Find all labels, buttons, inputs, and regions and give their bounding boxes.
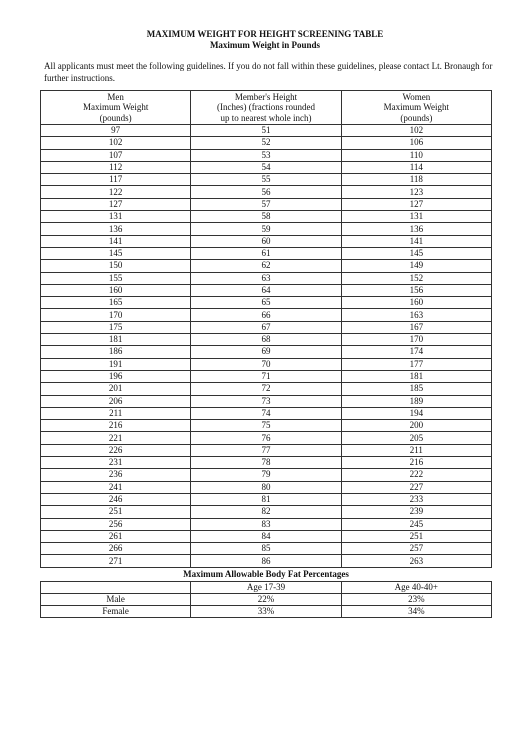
table-row [41, 481, 492, 493]
women-weight-cell: 251 [341, 530, 491, 542]
women-weight-cell: 222 [341, 469, 491, 481]
women-weight-cell: 141 [341, 235, 491, 247]
height-cell: 66 [191, 309, 341, 321]
height-cell: 56 [191, 186, 341, 198]
table-row [41, 469, 492, 481]
men-weight-cell: 241 [41, 481, 191, 493]
women-weight-cell: 163 [341, 309, 491, 321]
women-weight-cell: 194 [341, 407, 491, 419]
table-row [41, 211, 492, 223]
men-weight-cell: 226 [41, 444, 191, 456]
sex-cell: Male [41, 594, 191, 606]
table-header-row [41, 582, 492, 594]
women-weight-cell: 227 [341, 481, 491, 493]
women-weight-cell: 123 [341, 186, 491, 198]
women-weight-cell: 174 [341, 346, 491, 358]
body-fat-title: Maximum Allowable Body Fat Percentages [183, 569, 349, 579]
height-cell: 67 [191, 321, 341, 333]
header-line: Women [402, 91, 431, 102]
women-weight-cell: 127 [341, 198, 491, 210]
women-weight-cell: 167 [341, 321, 491, 333]
table-row [41, 223, 492, 235]
height-cell: 78 [191, 457, 341, 469]
men-weight-cell: 216 [41, 420, 191, 432]
men-weight-cell: 181 [41, 334, 191, 346]
women-weight-cell: 245 [341, 518, 491, 530]
table-row [41, 321, 492, 333]
men-weight-cell: 266 [41, 543, 191, 555]
men-weight-cell: 206 [41, 395, 191, 407]
women-weight-cell: 257 [341, 543, 491, 555]
sex-cell: Female [41, 606, 191, 618]
table-row [41, 272, 492, 284]
table-row [41, 457, 492, 469]
height-cell: 68 [191, 334, 341, 346]
height-cell: 54 [191, 161, 341, 173]
table-header-row [41, 91, 492, 125]
table-row [41, 174, 492, 186]
women-weight-cell: 102 [341, 125, 491, 137]
table-row [41, 518, 492, 530]
men-weight-header [41, 91, 191, 125]
height-cell: 84 [191, 530, 341, 542]
table-row [41, 260, 492, 272]
men-weight-cell: 145 [41, 247, 191, 259]
men-weight-cell: 131 [41, 211, 191, 223]
header-line: Maximum Weight [82, 102, 149, 113]
men-weight-cell: 175 [41, 321, 191, 333]
women-weight-cell: 200 [341, 420, 491, 432]
table-row [41, 198, 492, 210]
header-line: (pounds) [99, 112, 132, 123]
women-weight-cell: 205 [341, 432, 491, 444]
header-line: Maximum Weight [383, 102, 449, 113]
women-weight-cell: 149 [341, 260, 491, 272]
men-weight-cell: 256 [41, 518, 191, 530]
men-weight-cell: 196 [41, 370, 191, 382]
height-cell: 79 [191, 469, 341, 481]
height-cell: 62 [191, 260, 341, 272]
body-fat-table [40, 581, 492, 618]
header-line: Member's Height [234, 91, 298, 102]
men-weight-cell: 170 [41, 309, 191, 321]
men-weight-cell: 127 [41, 198, 191, 210]
women-weight-cell: 156 [341, 284, 491, 296]
height-cell: 75 [191, 420, 341, 432]
women-weight-cell: 152 [341, 272, 491, 284]
header-line: up to nearest whole inch) [220, 112, 312, 123]
fat-pct-cell: 34% [341, 606, 491, 618]
height-cell: 86 [191, 555, 341, 567]
women-weight-cell: 114 [341, 161, 491, 173]
weight-height-table [40, 90, 492, 568]
table-row [41, 555, 492, 567]
table-row [41, 606, 492, 618]
height-cell: 83 [191, 518, 341, 530]
table-row [41, 420, 492, 432]
table-row [41, 530, 492, 542]
table-row [41, 506, 492, 518]
height-cell: 76 [191, 432, 341, 444]
height-cell: 57 [191, 198, 341, 210]
age-17-39-header: Age 17-39 [191, 582, 341, 594]
table-row [41, 370, 492, 382]
men-weight-cell: 150 [41, 260, 191, 272]
height-cell: 72 [191, 383, 341, 395]
men-weight-cell: 117 [41, 174, 191, 186]
men-weight-cell: 97 [41, 125, 191, 137]
men-weight-cell: 122 [41, 186, 191, 198]
table-row [41, 444, 492, 456]
table-row [41, 493, 492, 505]
women-weight-cell: 160 [341, 297, 491, 309]
women-weight-cell: 263 [341, 555, 491, 567]
height-cell: 71 [191, 370, 341, 382]
women-weight-cell: 185 [341, 383, 491, 395]
table-row [41, 407, 492, 419]
men-weight-cell: 231 [41, 457, 191, 469]
women-weight-cell: 177 [341, 358, 491, 370]
women-weight-cell: 110 [341, 149, 491, 161]
height-cell: 80 [191, 481, 341, 493]
table-row [41, 334, 492, 346]
page-title: MAXIMUM WEIGHT FOR HEIGHT SCREENING TABLE [146, 29, 384, 39]
height-cell: 73 [191, 395, 341, 407]
height-header [191, 91, 341, 125]
men-weight-cell: 141 [41, 235, 191, 247]
height-cell: 77 [191, 444, 341, 456]
height-cell: 74 [191, 407, 341, 419]
table-row [41, 247, 492, 259]
header-line: (Inches) (fractions rounded [217, 102, 315, 113]
women-weight-cell: 145 [341, 247, 491, 259]
men-weight-cell: 201 [41, 383, 191, 395]
women-weight-header [341, 91, 491, 125]
men-weight-cell: 186 [41, 346, 191, 358]
table-row [41, 383, 492, 395]
table-row [41, 186, 492, 198]
women-weight-cell: 239 [341, 506, 491, 518]
men-weight-cell: 221 [41, 432, 191, 444]
table-row [41, 309, 492, 321]
height-cell: 64 [191, 284, 341, 296]
women-weight-cell: 189 [341, 395, 491, 407]
men-weight-cell: 271 [41, 555, 191, 567]
women-weight-cell: 216 [341, 457, 491, 469]
height-cell: 55 [191, 174, 341, 186]
table-row [41, 432, 492, 444]
men-weight-cell: 246 [41, 493, 191, 505]
men-weight-cell: 102 [41, 137, 191, 149]
women-weight-cell: 211 [341, 444, 491, 456]
table-row [41, 543, 492, 555]
table-row [41, 161, 492, 173]
page-subtitle: Maximum Weight in Pounds [209, 40, 321, 50]
table-row [41, 284, 492, 296]
table-row [41, 358, 492, 370]
instructions-text: All applicants must meet the following guidelines. If you do not fall within these guidelines, please contact Lt. Bronaugh for further instructions. [44, 61, 493, 83]
table-row [41, 125, 492, 137]
height-cell: 51 [191, 125, 341, 137]
women-weight-cell: 118 [341, 174, 491, 186]
table-row [41, 137, 492, 149]
height-cell: 69 [191, 346, 341, 358]
women-weight-cell: 181 [341, 370, 491, 382]
weight-table-body [41, 125, 492, 568]
height-cell: 58 [191, 211, 341, 223]
women-weight-cell: 131 [341, 211, 491, 223]
women-weight-cell: 136 [341, 223, 491, 235]
height-cell: 61 [191, 247, 341, 259]
fat-pct-cell: 33% [191, 606, 341, 618]
men-weight-cell: 236 [41, 469, 191, 481]
table-row [41, 149, 492, 161]
table-row [41, 594, 492, 606]
table-row [41, 346, 492, 358]
men-weight-cell: 211 [41, 407, 191, 419]
women-weight-cell: 233 [341, 493, 491, 505]
women-weight-cell: 170 [341, 334, 491, 346]
fat-pct-cell: 23% [341, 594, 491, 606]
header-line: Men [107, 91, 124, 102]
table-row [41, 395, 492, 407]
men-weight-cell: 155 [41, 272, 191, 284]
men-weight-cell: 160 [41, 284, 191, 296]
height-cell: 85 [191, 543, 341, 555]
age-40-plus-header: Age 40-40+ [341, 582, 491, 594]
men-weight-cell: 136 [41, 223, 191, 235]
height-cell: 65 [191, 297, 341, 309]
men-weight-cell: 191 [41, 358, 191, 370]
men-weight-cell: 107 [41, 149, 191, 161]
blank-header-cell [41, 582, 191, 594]
men-weight-cell: 165 [41, 297, 191, 309]
height-cell: 52 [191, 137, 341, 149]
women-weight-cell: 106 [341, 137, 491, 149]
height-cell: 70 [191, 358, 341, 370]
header-line: (pounds) [400, 112, 433, 123]
height-cell: 53 [191, 149, 341, 161]
height-cell: 81 [191, 493, 341, 505]
men-weight-cell: 112 [41, 161, 191, 173]
men-weight-cell: 261 [41, 530, 191, 542]
height-cell: 63 [191, 272, 341, 284]
height-cell: 82 [191, 506, 341, 518]
table-row [41, 297, 492, 309]
table-row [41, 235, 492, 247]
height-cell: 60 [191, 235, 341, 247]
men-weight-cell: 251 [41, 506, 191, 518]
height-cell: 59 [191, 223, 341, 235]
fat-pct-cell: 22% [191, 594, 341, 606]
